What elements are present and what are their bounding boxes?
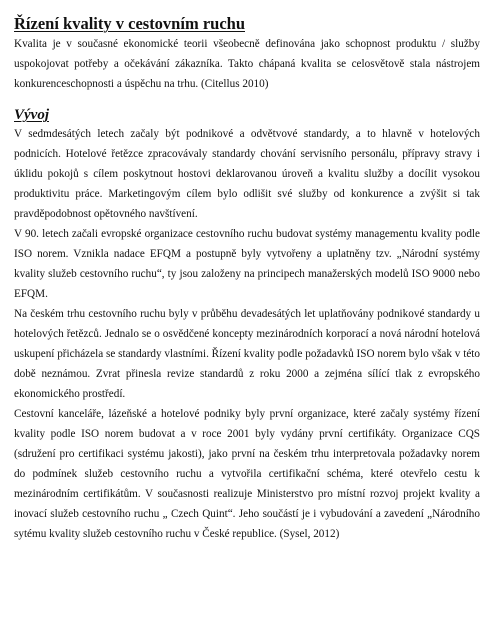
- section-title: Vývoj: [14, 107, 49, 123]
- paragraph-3: Na českém trhu cestovního ruchu byly v průběhu devadesátých let uplatňovány podnikové standardy u hotelových řetězců. Jednalo se o osvědčené koncepty mezinárodních korporací a nová národní hotelová uskupení přicházela se standardy vlastními. Řízení kvality podle požadavků ISO norem bylo však v této době neznámou. Zvrat přinesla revize standardů z roku 2000 a zejména sílící tlak z evropského ekonomického prostředí.: [14, 308, 480, 400]
- paragraph-2: V 90. letech začali evropské organizace cestovního ruchu budovat systémy managementu kvality podle ISO norem. Vznikla nadace EFQM a postupně byly vytvořeny a uplatněny tzv. „Národní systémy kvality služeb cestovního ruchu“, ty jsou založeny na principech manažerských modelů ISO 9000 nebo EFQM.: [14, 228, 480, 300]
- paragraph-4: Cestovní kanceláře, lázeňské a hotelové podniky byly první organizace, které začaly systémy řízení kvality podle ISO norem budovat a v roce 2001 byly vydány první certifikáty. Organizace CQS (sdružení pro certifikaci systému jakosti), jako první na českém trhu interpretovala požadavky norem do podmínek služeb cestovního ruchu a vytvořila certifikační schéma, které otevřelo cestu k mezinárodním certifikátům. V současnosti realizuje Ministerstvo pro místní rozvoj projekt kvality a inovací služeb cestovního ruchu „ Czech Quint“. Jeho součástí je i vybudování a zavedení „Národního sytému kvality služeb cestovního ruchu v České republice. (Sysel, 2012): [14, 408, 480, 540]
- document-page: [14, 14, 480, 544]
- document-title: Řízení kvality v cestovním ruchu: [14, 14, 245, 33]
- intro-paragraph: Kvalita je v současné ekonomické teorii všeobecně definována jako schopnost produktu / služby uspokojovat potřeby a očekávání zákazníka. Takto chápaná kvalita se celosvětově stala nástrojem konkurenceschopnosti a úspěchu na trhu. (Citellus 2010): [14, 38, 480, 90]
- paragraph-1: V sedmdesátých letech začaly být podnikové a odvětvové standardy, a to hlavně v hotelových podnicích. Hotelové řetězce zpracovávaly standardy chování servisního personálu, přípravy stravy i úklidu pokojů s cílem poskytnout hostovi deklarovanou úroveň a kvalitu služby a docílit vysokou produktivitu práce. Marketingovým cílem bylo odlišit své služby od konkurence a zvýšit si tak pravděpodobnost opětovného navštívení.: [14, 128, 480, 220]
